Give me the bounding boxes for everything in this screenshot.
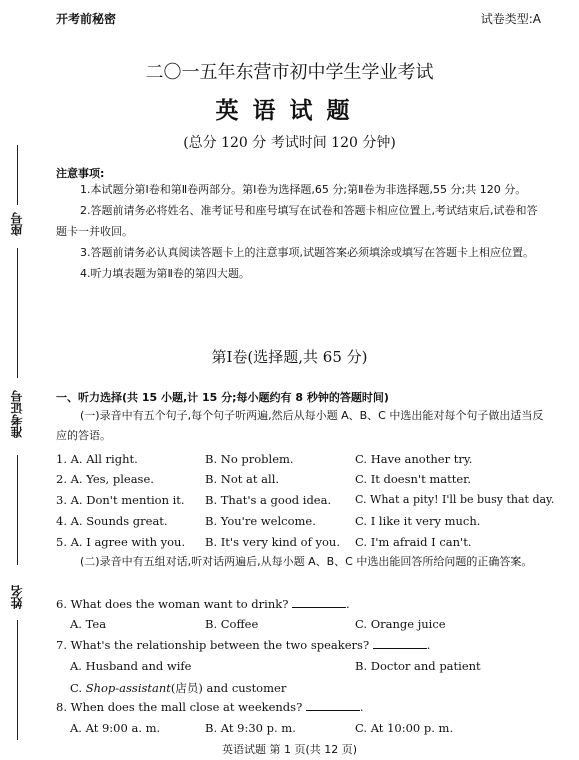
q1-option-a: 1. A. All right.	[56, 452, 138, 466]
q7-option-c-prefix: C.	[70, 681, 86, 695]
q7-stem-text: 7. What's the relationship between the two speakers?	[56, 638, 370, 652]
q6-option-b: B. Coffee	[205, 617, 259, 631]
binding-line	[17, 620, 18, 740]
q6-option-c: C. Orange juice	[355, 617, 446, 631]
q1-option-c: C. Have another try.	[355, 452, 473, 466]
part1-instructions	[56, 406, 546, 446]
q5-option-c: C. I'm afraid I can't.	[355, 535, 472, 549]
binding-line	[17, 455, 18, 565]
answer-blank	[306, 700, 360, 711]
q5-option-a: 5. A. I agree with you.	[56, 535, 186, 549]
q7-option-a: A. Husband and wife	[70, 659, 192, 673]
q3-option-c: C. What a pity! I'll be busy that day.	[355, 493, 555, 506]
q2-option-c: C. It doesn't matter.	[355, 472, 472, 486]
q2-option-a: 2. A. Yes, please.	[56, 472, 154, 486]
part2-instructions	[56, 552, 546, 572]
part1-heading: 一、听力选择(共 15 小题,计 15 分;每小题约有 8 秒钟的答题时间)	[56, 391, 389, 404]
name-label: 姓名	[10, 585, 24, 609]
q7-stem: 7. What's the relationship between the two speakers? .	[56, 638, 431, 652]
q4-option-b: B. You're welcome.	[205, 514, 316, 528]
q7-option-c	[70, 680, 286, 696]
q6-stem-text: 6. What does the woman want to drink?	[56, 597, 289, 611]
q7-option-c-suffix: (店员) and customer	[170, 681, 287, 695]
exam-title: 二〇一五年东营市初中学生学业考试	[145, 62, 434, 83]
q3-option-b: B. That's a good idea.	[205, 493, 332, 507]
q8-option-a: A. At 9:00 a. m.	[70, 721, 161, 735]
q7-option-b: B. Doctor and patient	[355, 659, 481, 673]
q1-option-b: B. No problem.	[205, 452, 294, 466]
q5-option-b: B. It's very kind of you.	[205, 535, 340, 549]
q7-option-c-italic: Shop-assistant	[85, 681, 171, 695]
q8-option-c: C. At 10:00 p. m.	[355, 721, 454, 735]
binding-line	[17, 145, 18, 205]
answer-blank	[292, 597, 346, 608]
seat-label: 座号	[10, 212, 24, 236]
header-left: 开考前秘密	[56, 12, 117, 26]
answer-blank	[373, 638, 427, 649]
q8-stem: 8. When does the mall close at weekends? .	[56, 700, 364, 714]
q6-option-a: A. Tea	[70, 617, 107, 631]
q8-stem-text: 8. When does the mall close at weekends?	[56, 700, 303, 714]
notice-item: 1.本试题分第Ⅰ卷和第Ⅱ卷两部分。第Ⅰ卷为选择题,65 分;第Ⅱ卷为非选择题,55 分;共 120 分。	[80, 183, 527, 196]
notice-item: 4.听力填表题为第Ⅱ卷的第四大题。	[80, 267, 250, 280]
header-right: 试卷类型:A	[480, 12, 541, 26]
part2-instructions-text: (二)录音中有五组对话,听对话两遍后,从每小题 A、B、C 中选出能回答所给问题的正确答案。	[80, 555, 533, 568]
part1-instructions-text: (一)录音中有五个句子,每个句子听两遍,然后从每小题 A、B、C 中选出能对每个句子做出适当反应的答语。	[56, 409, 544, 442]
q2-option-b: B. Not at all.	[205, 472, 280, 486]
section-title: 第Ⅰ卷(选择题,共 65 分)	[211, 348, 368, 366]
notice-item: 3.答题前请务必认真阅读答题卡上的注意事项,试题答案必须填涂或填写在答题卡上相应位置。	[80, 246, 534, 259]
q8-option-b: B. At 9:30 p. m.	[205, 721, 296, 735]
notice-list	[56, 179, 544, 284]
exam-number-label: 准考证号	[10, 390, 24, 438]
score-time-info: (总分 120 分 考试时间 120 分钟)	[183, 135, 396, 151]
q6-stem: 6. What does the woman want to drink? .	[56, 597, 350, 611]
q3-option-a: 3. A. Don't mention it.	[56, 493, 185, 507]
notice-item: 2.答题前请务必将姓名、准考证号和座号填写在试卷和答题卡相应位置上,考试结束后,试卷和答题卡一并收回。	[56, 204, 538, 238]
notice-heading: 注意事项:	[56, 167, 105, 180]
q4-option-a: 4. A. Sounds great.	[56, 514, 168, 528]
page-footer: 英语试题 第 1 页(共 12 页)	[221, 743, 358, 756]
q4-option-c: C. I like it very much.	[355, 514, 481, 528]
subject-title: 英语试题	[215, 98, 364, 124]
